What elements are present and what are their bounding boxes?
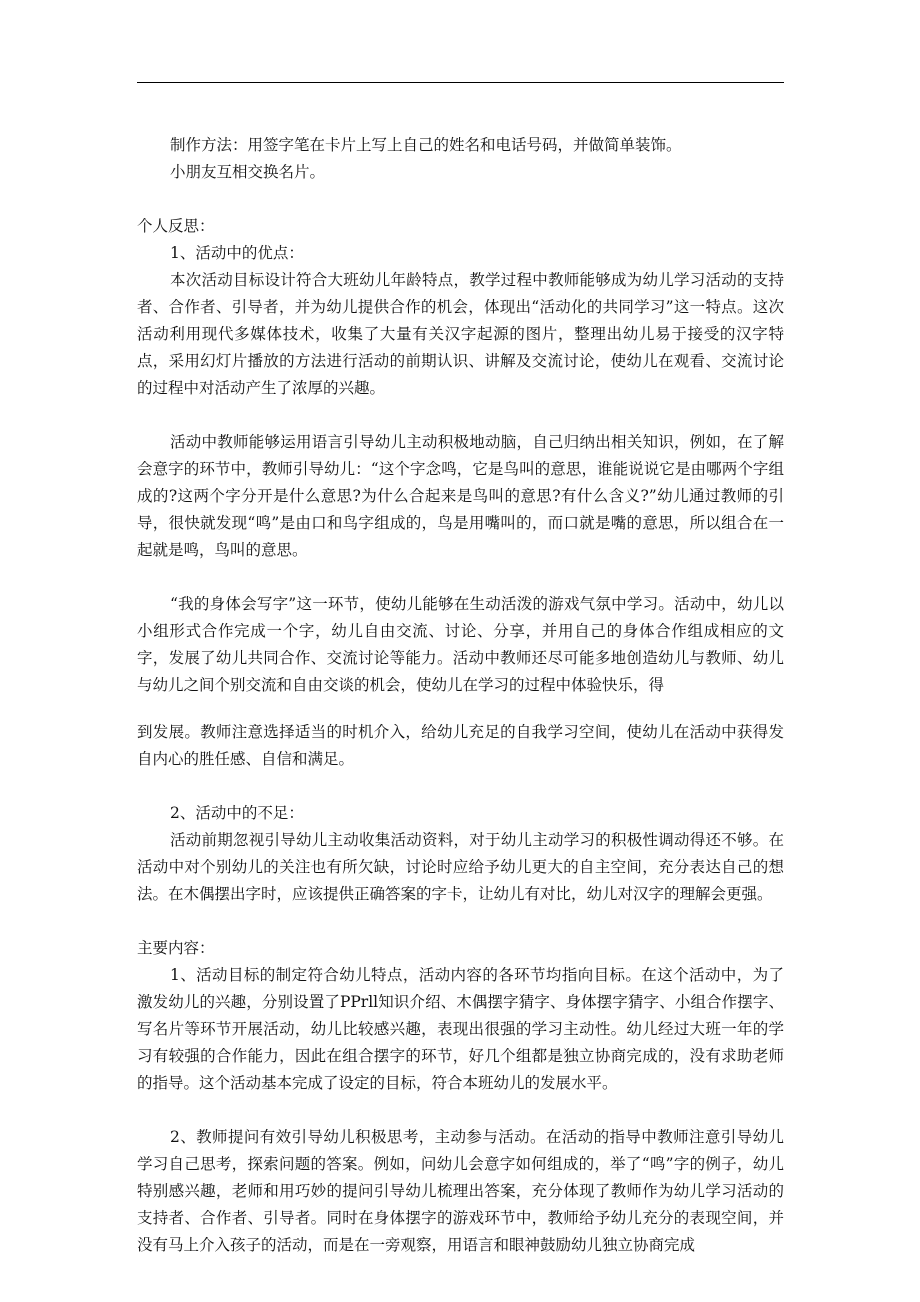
disadvantages-heading: 2、活动中的不足： — [170, 804, 304, 822]
spacer — [137, 186, 784, 213]
advantages-paragraph-1: 本次活动目标设计符合大班幼儿年龄特点，教学过程中教师能够成为幼儿学习活动的支持者、合作者、引导者，并为幼儿提供合作的机会，体现出“活动化的共同学习”这一特点。这次活动利用现代多媒体技术，收集了大量有关汉字起源的图片，整理出幼儿易于接受的汉字特点，采用幻灯片播放的方法进行活动的前期认识、讲解及交流讨论，使幼儿在观看、交流讨论的过程中对活动产生了浓厚的兴趣。 — [137, 271, 784, 397]
spacer — [137, 402, 784, 429]
spacer — [137, 564, 784, 591]
main-content-heading: 主要内容： — [137, 939, 215, 957]
reflection-heading: 个人反思： — [137, 217, 215, 235]
making-method-line: 制作方法：用签字笔在卡片上写上自己的姓名和电话号码，并做简单装饰。 — [170, 136, 682, 154]
advantages-paragraph-3: “我的身体会写字”这一环节，使幼儿能够在生动活泼的游戏气氛中学习。活动中，幼儿以小组形式合作完成一个字，幼儿自由交流、讨论、分享，并用自己的身体合作组成相应的文字，发展了幼儿共同合作、交流讨论等能力。活动中教师还尽可能多地创造幼儿与教师、幼儿与幼儿之间个别交流和自由交谈的机会，使幼儿在学习的过程中体验快乐，得 — [137, 595, 784, 694]
advantages-paragraph-4: 到发展。教师注意选择适当的时机介入，给幼儿充足的自我学习空间，使幼儿在活动中获得发自内心的胜任感、自信和满足。 — [137, 723, 784, 768]
advantages-paragraph-2: 活动中教师能够运用语言引导幼儿主动积极地动脑，自己归纳出相关知识，例如，在了解会意字的环节中，教师引导幼儿：“这个字念鸣，它是鸟叫的意思，谁能说说它是由哪两个字组成的?这两个字分开是什么意思?为什么合起来是鸟叫的意思?有什么含义?”幼儿通过教师的引导，很快就发现“鸣”是由口和鸟字组成的，鸟是用嘴叫的，而口就是嘴的意思，所以组合在一起就是鸣，鸟叫的意思。 — [137, 433, 784, 559]
header-rule — [137, 82, 784, 83]
advantages-heading: 1、活动中的优点： — [170, 244, 304, 262]
disadvantages-paragraph: 活动前期忽视引导幼儿主动收集活动资料，对于幼儿主动学习的积极性调动得还不够。在活动中对个别幼儿的关注也有所欠缺，讨论时应给予幼儿更大的自主空间，充分表达自己的想法。在木偶摆出字时，应该提供正确答案的字卡，让幼儿有对比，幼儿对汉字的理解会更强。 — [137, 831, 784, 903]
exchange-line: 小朋友互相交换名片。 — [170, 163, 326, 181]
spacer — [137, 773, 784, 800]
spacer — [137, 908, 784, 935]
document-body — [137, 132, 784, 1259]
spacer — [137, 699, 784, 719]
main-content-paragraph-1: 1、活动目标的制定符合幼儿特点，活动内容的各环节均指向目标。在这个活动中，为了激发幼儿的兴趣，分别设置了PPrll知识介绍、木偶摆字猜字、身体摆字猜字、小组合作摆字、写名片等环节开展活动，幼儿比较感兴趣，表现出很强的学习主动性。幼儿经过大班一年的学习有较强的合作能力，因此在组合摆字的环节，好几个组都是独立协商完成的，没有求助老师的指导。这个活动基本完成了设定的目标，符合本班幼儿的发展水平。 — [137, 966, 784, 1092]
spacer — [137, 1097, 784, 1124]
main-content-paragraph-2: 2、教师提问有效引导幼儿积极思考，主动参与活动。在活动的指导中教师注意引导幼儿学习自己思考，探索问题的答案。例如，问幼儿会意字如何组成的，举了“鸣”字的例子，幼儿特别感兴趣，老师和用巧妙的提问引导幼儿梳理出答案，充分体现了教师作为幼儿学习活动的支持者、合作者、引导者。同时在身体摆字的游戏环节中，教师给予幼儿充分的表现空间，并没有马上介入孩子的活动，而是在一旁观察，用语言和眼神鼓励幼儿独立协商完成 — [137, 1128, 784, 1254]
